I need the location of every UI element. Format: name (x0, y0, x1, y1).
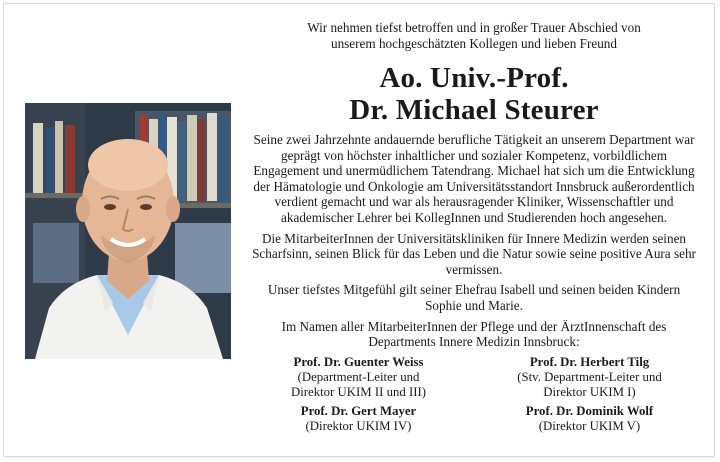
paragraph-condolence: Unser tiefstes Mitgefühl gilt seiner Ehefrau Isabell und seinen beiden Kindern Sophie und Marie. (267, 282, 681, 313)
signatory-role: (Stv. Department-Leiter und Direktor UKIM I) (517, 369, 662, 399)
deceased-name: Dr. Michael Steurer (349, 94, 599, 126)
signatory-name: Prof. Dr. Gert Mayer (300, 403, 417, 418)
signatory (481, 355, 698, 400)
signatory-name: Prof. Dr. Dominik Wolf (525, 403, 654, 418)
signatory (481, 404, 698, 434)
deceased-title: Ao. Univ.-Prof. (379, 62, 569, 94)
signatory-role: (Department-Leiter und Direktor UKIM II und III) (290, 369, 427, 399)
signatory-role: (Direktor UKIM V) (538, 418, 641, 433)
signatory-role: (Direktor UKIM IV) (305, 418, 412, 433)
intro-line-2: unserem hochgeschätzten Kollegen und lieben Freund (330, 36, 617, 51)
notice-text-column (250, 20, 698, 434)
paragraph-on-behalf: Im Namen aller MitarbeiterInnen der Pflege und der ÄrztInnenschaft des Departments Innere Medizin Innsbruck: (281, 318, 667, 350)
paragraph-colleagues: Die MitarbeiterInnen der Universitätskliniken für Innere Medizin werden seinen Scharfsinn, seinen Blick für das Leben und die Natur sowie seine positive Aura sehr vermissen. (252, 230, 696, 277)
intro-line-1: Wir nehmen tiefst betroffen und in großer Trauer Abschied von (307, 20, 641, 35)
portrait-photo (25, 103, 231, 359)
paragraph-career: Seine zwei Jahrzehnte andauernde berufliche Tätigkeit an unserem Department war geprägt von höchster inhaltlicher und sozialer Kompetenz, vorbildlichem Engagement und unermüdlichem Tatendrang. Michael hat sich um die Entwicklung der Hämatologie und Onkologie am Universitätsstandort Innsbruck außerordentlich verdient gemacht und war als herausragender Kliniker, Wissenschaftler und akademischer Lehrer bei KollegInnen und Studierenden hoch angesehen. (253, 132, 695, 225)
portrait-illustration (25, 103, 231, 359)
signatories (250, 355, 698, 434)
signatory (250, 355, 467, 400)
signatory (250, 404, 467, 434)
signatory-name: Prof. Dr. Guenter Weiss (293, 354, 424, 369)
signatory-name: Prof. Dr. Herbert Tilg (529, 354, 650, 369)
